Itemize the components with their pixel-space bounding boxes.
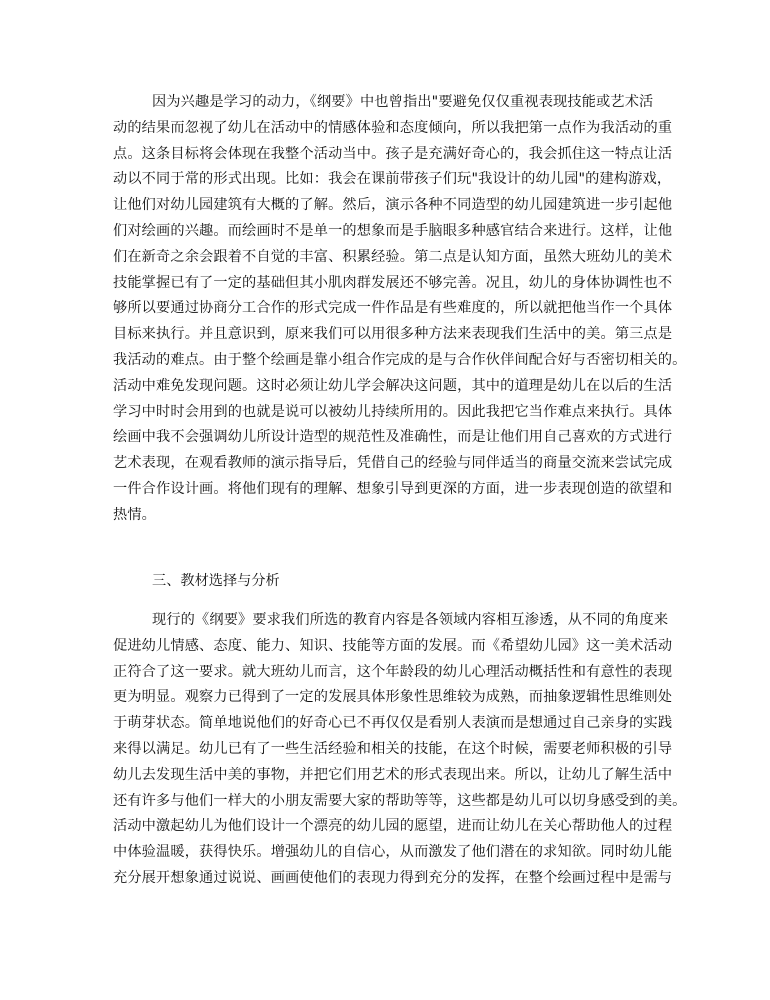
paragraph-line: 中体验温暖，获得快乐。增强幼儿的自信心，从而激发了他们潜在的求知欲。同时幼儿能 [113,844,673,861]
paragraph-line: 艺术表现，在观看教师的演示指导后，凭借自己的经验与同伴适当的商量交流来尝试完成 [113,455,673,472]
paragraph-line: 学习中时时会用到的也就是说可以被幼儿持续所用的。因此我把它当作难点来执行。具体 [113,403,673,420]
paragraph-line: 还有许多与他们一样大的小朋友需要大家的帮助等等，这些都是幼儿可以切身感受到的美。 [113,792,687,809]
paragraph-line: 活动中难免发现问题。这时必须让幼儿学会解决这问题，其中的道理是幼儿在以后的生活 [113,377,673,394]
paragraph-line: 们对绘画的兴趣。而绘画时不是单一的想象而是手脑眼多种感官结合来进行。这样，让他 [113,222,673,239]
paragraph-line: 们在新奇之余会跟着不自觉的丰富、积累经验。第二点是认知方面，虽然大班幼儿的美术 [113,248,673,265]
paragraph-line: 绘画中我不会强调幼儿所设计造型的规范性及准确性，而是让他们用自己喜欢的方式进行 [113,429,673,446]
paragraph-line: 活动中激起幼儿为他们设计一个漂亮的幼儿园的愿望，进而让幼儿在关心帮助他人的过程 [113,818,673,835]
paragraph-line: 动的结果而忽视了幼儿在活动中的情感体验和态度倾向，所以我把第一点作为我活动的重 [113,119,673,136]
paragraph-line: 现行的《纲要》要求我们所选的教育内容是各领域内容相互渗透，从不同的角度来 [152,612,669,628]
paragraph-line: 于萌芽状态。简单地说他们的好奇心已不再仅仅是看别人表演而是想通过自己亲身的实践 [113,715,673,732]
paragraph-line: 来得以满足。幼儿已有了一些生活经验和相关的技能，在这个时候，需要老师积极的引导 [113,740,673,757]
paragraph-line: 动以不同于常的形式出现。比如：我会在课前带孩子们玩"我设计的幼儿园"的建构游戏， [113,171,672,188]
paragraph-line: 让他们对幼儿园建筑有大概的了解。然后，演示各种不同造型的幼儿园建筑进一步引起他 [113,197,673,214]
paragraph-line: 热情。 [113,506,157,523]
paragraph-line: 我活动的难点。由于整个绘画是靠小组合作完成的是与合作伙伴间配合好与否密切相关的。 [113,351,687,368]
paragraph-line: 充分展开想象通过说说、画画使他们的表现力得到充分的发挥，在整个绘画过程中是需与 [113,869,673,886]
section-heading: 三、教材选择与分析 [152,573,280,589]
paragraph-line: 促进幼儿情感、态度、能力、知识、技能等方面的发展。而《希望幼儿园》这一美术活动 [113,637,673,654]
paragraph-1 [113,90,687,529]
paragraph-line: 正符合了这一要求。就大班幼儿而言，这个年龄段的幼儿心理活动概括性和有意性的表现 [113,663,673,680]
paragraph-line: 因为兴趣是学习的动力，《纲要》中也曾指出"要避免仅仅重视表现技能或艺术活 [152,94,654,110]
paragraph-2 [113,608,687,892]
paragraph-line: 一件合作设计画。将他们现有的理解、想象引导到更深的方面，进一步表现创造的欲望和 [113,480,673,497]
paragraph-line: 点。这条目标将会体现在我整个活动当中。孩子是充满好奇心的，我会抓住这一特点让活 [113,145,673,162]
paragraph-line: 幼儿去发现生活中美的事物，并把它们用艺术的形式表现出来。所以，让幼儿了解生活中 [113,766,673,783]
paragraph-line: 够所以要通过协商分工合作的形式完成一件作品是有些难度的，所以就把他当作一个具体 [113,300,673,317]
paragraph-line: 更为明显。观察力已得到了一定的发展具体形象性思维较为成熟，而抽象逻辑性思维则处 [113,689,673,706]
paragraph-line: 技能掌握已有了一定的基础但其小肌肉群发展还不够完善。况且，幼儿的身体协调性也不 [113,274,673,291]
paragraph-line: 目标来执行。并且意识到，原来我们可以用很多种方法来表现我们生活中的美。第三点是 [113,326,673,343]
